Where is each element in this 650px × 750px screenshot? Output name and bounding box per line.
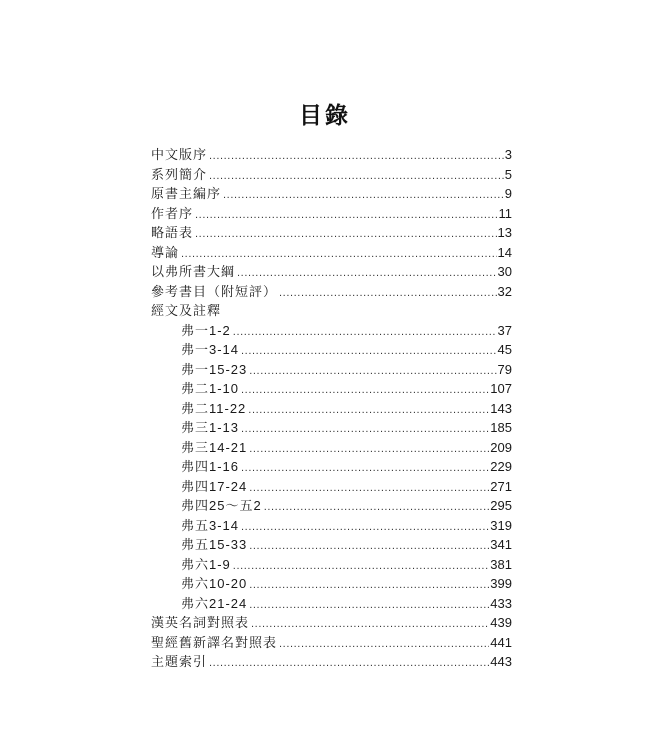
toc-page-number: 32 [497, 283, 512, 299]
toc-entry[interactable] [151, 184, 512, 204]
toc-page-number: 209 [490, 439, 512, 455]
dot-leader [181, 245, 497, 263]
toc-subentry[interactable] [151, 399, 512, 419]
toc-entry-label: 系列簡介 [151, 166, 208, 182]
dot-leader [233, 557, 490, 575]
toc-subentry[interactable] [151, 516, 512, 536]
dot-leader [209, 654, 489, 672]
toc-entry-label: 弗一15-23 [181, 361, 248, 377]
toc-entry-label: 弗五3-14 [181, 517, 240, 533]
dot-leader [241, 342, 497, 360]
toc-subentry[interactable] [151, 574, 512, 594]
dot-leader [249, 537, 489, 555]
toc-page-number: 143 [490, 400, 512, 416]
toc-page-number: 45 [497, 342, 512, 357]
toc-page-number: 9 [504, 186, 512, 201]
dot-leader [209, 167, 504, 185]
toc-page-number: 295 [490, 498, 512, 513]
toc-subentry[interactable] [151, 438, 512, 458]
toc-page-number: 341 [490, 537, 512, 552]
toc-entry[interactable] [151, 633, 512, 653]
toc-page-number: 107 [490, 381, 512, 396]
toc-entry-label: 弗四25～五2 [181, 498, 262, 513]
toc-page-number: 229 [490, 459, 512, 474]
toc-entry[interactable] [151, 613, 512, 633]
toc-subentry[interactable] [151, 555, 512, 575]
dot-leader [241, 420, 489, 438]
toc-entry[interactable] [151, 652, 512, 672]
toc-entry-label: 略語表 [151, 225, 194, 240]
toc-subentry[interactable] [151, 418, 512, 438]
toc-entry[interactable] [151, 165, 512, 185]
dot-leader [195, 206, 497, 224]
toc-subentry[interactable] [151, 496, 512, 516]
toc-subentry[interactable] [151, 457, 512, 477]
dot-leader [241, 381, 489, 399]
toc-entry-label: 導論 [151, 244, 180, 260]
toc-page-number: 271 [490, 478, 512, 494]
toc-entry-label: 弗六21-24 [181, 595, 248, 611]
toc-section-heading [151, 301, 512, 321]
dot-leader [209, 147, 504, 165]
toc-subentry[interactable] [151, 321, 512, 341]
toc-subentry[interactable] [151, 594, 512, 614]
toc-entry[interactable] [151, 204, 512, 224]
toc-entry-label: 弗四17-24 [181, 478, 248, 494]
toc-page-number: 79 [497, 361, 512, 377]
toc-page-number: 37 [497, 322, 512, 338]
toc-entry-label: 弗一1-2 [181, 322, 231, 338]
toc-page-number: 5 [504, 166, 512, 182]
table-of-contents [151, 145, 512, 672]
toc-subentry[interactable] [151, 379, 512, 399]
toc-page-number: 13 [497, 225, 512, 240]
toc-page-number: 433 [490, 595, 512, 611]
toc-entry-label: 弗一3-14 [181, 342, 240, 357]
toc-page-number: 381 [490, 556, 512, 572]
toc-entry[interactable] [151, 223, 512, 243]
toc-entry-label: 以弗所書大綱 [151, 264, 236, 279]
dot-leader [249, 479, 489, 497]
toc-entry[interactable] [151, 282, 512, 302]
dot-leader [248, 401, 489, 419]
toc-page-number: 3 [504, 147, 512, 162]
toc-entry-label: 作者序 [151, 205, 194, 221]
dot-leader [264, 498, 490, 516]
toc-subentry[interactable] [151, 535, 512, 555]
dot-leader [241, 518, 489, 536]
toc-subentry[interactable] [151, 340, 512, 360]
toc-entry[interactable] [151, 243, 512, 263]
toc-entry-label: 弗六1-9 [181, 556, 231, 572]
dot-leader [279, 635, 489, 653]
toc-page-number: 441 [490, 634, 512, 650]
toc-entry-label: 漢英名詞對照表 [151, 615, 250, 630]
toc-entry-label: 弗三14-21 [181, 439, 248, 455]
dot-leader [279, 284, 497, 302]
toc-page-number: 399 [490, 576, 512, 591]
toc-entry-label: 弗三1-13 [181, 420, 240, 435]
toc-entry-label: 弗二1-10 [181, 381, 240, 396]
toc-entry-label: 主題索引 [151, 654, 208, 669]
toc-page-number: 439 [490, 615, 512, 630]
toc-page-number: 443 [490, 654, 512, 669]
toc-page-number: 30 [497, 264, 512, 279]
dot-leader [249, 440, 489, 458]
toc-subentry[interactable] [151, 477, 512, 497]
toc-entry[interactable] [151, 145, 512, 165]
toc-entry-label: 弗五15-33 [181, 537, 248, 552]
toc-page-number: 11 [498, 205, 512, 221]
dot-leader [223, 186, 504, 204]
toc-entry-label: 弗二11-22 [181, 400, 247, 416]
toc-entry-label: 聖經舊新譯名對照表 [151, 634, 278, 650]
page-title: 目錄 [299, 102, 351, 129]
toc-entry-label: 原書主編序 [151, 186, 222, 201]
dot-leader [249, 596, 489, 614]
toc-entry[interactable] [151, 262, 512, 282]
dot-leader [195, 225, 497, 243]
dot-leader [233, 323, 497, 341]
toc-entry-label: 中文版序 [151, 147, 208, 162]
dot-leader [241, 459, 489, 477]
dot-leader [251, 615, 489, 633]
toc-subentry[interactable] [151, 360, 512, 380]
toc-entry-label: 弗六10-20 [181, 576, 248, 591]
toc-entry-label: 參考書目（附短評） [151, 283, 278, 299]
toc-page-number: 319 [490, 517, 512, 533]
toc-page-number: 185 [490, 420, 512, 435]
dot-leader [249, 576, 489, 594]
toc-entry-label: 經文及註釋 [151, 303, 222, 318]
dot-leader [237, 264, 497, 282]
toc-entry-label: 弗四1-16 [181, 459, 240, 474]
dot-leader [249, 362, 496, 380]
toc-page-number: 14 [497, 244, 512, 260]
